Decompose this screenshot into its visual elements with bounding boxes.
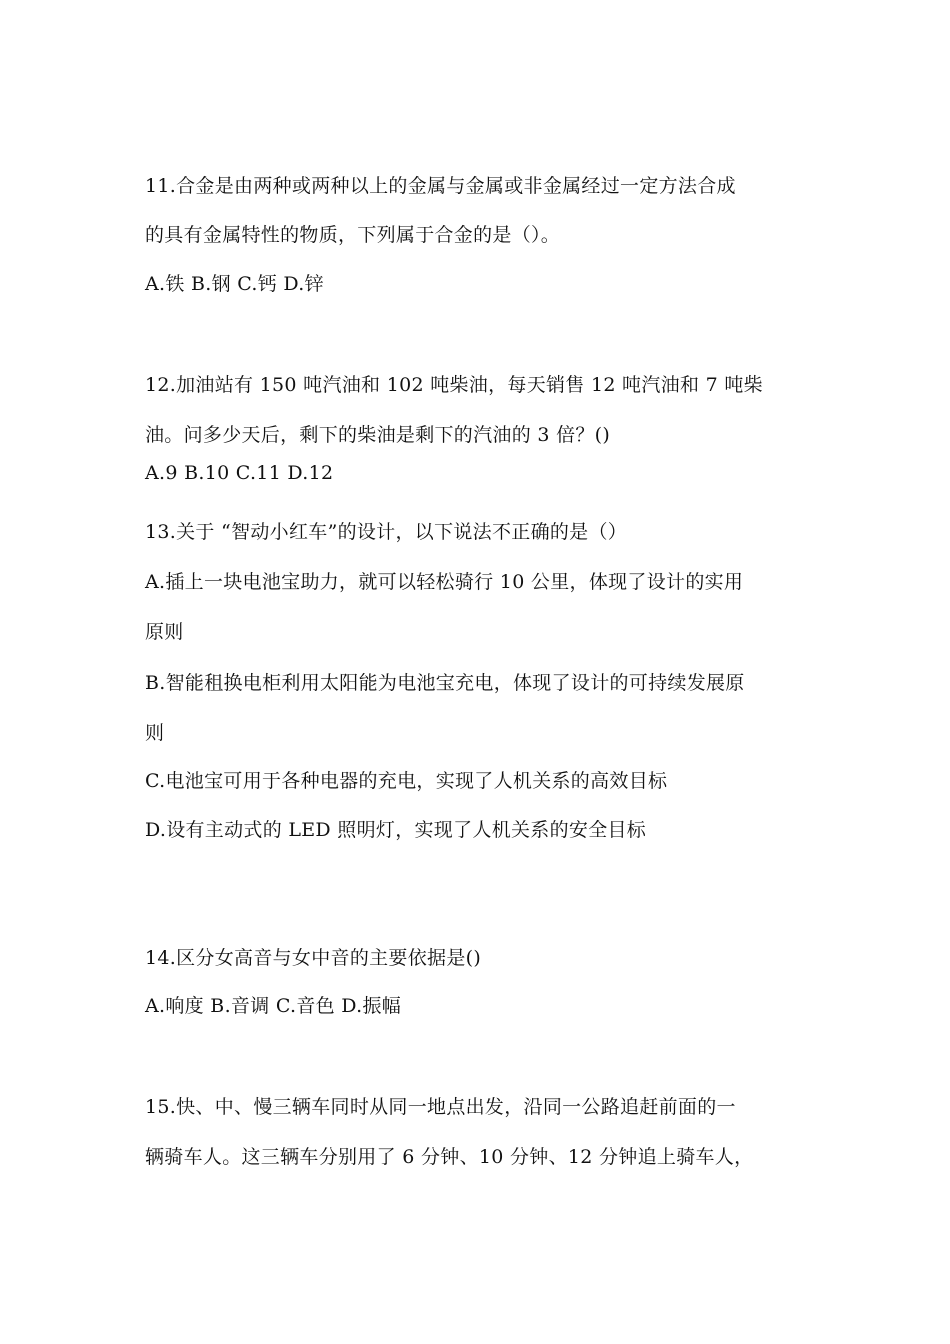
question-11-options: A.铁 B.钢 C.钙 D.锌	[145, 273, 324, 295]
question-14-text-line-1: 14.区分女高音与女中音的主要依据是()	[145, 947, 482, 969]
question-13-option-b-line-1: B.智能租换电柜利用太阳能为电池宝充电，体现了设计的可持续发展原	[145, 672, 745, 694]
question-11-text-line-2: 的具有金属特性的物质，下列属于合金的是（）。	[145, 224, 561, 246]
question-13-option-b-line-2: 则	[145, 722, 165, 744]
question-13-option-a-line-2: 原则	[145, 621, 184, 643]
question-12-text-line-2: 油。问多少天后，剩下的柴油是剩下的汽油的 3 倍？()	[145, 424, 611, 446]
question-11-text-line-1: 11.合金是由两种或两种以上的金属与金属或非金属经过一定方法合成	[145, 175, 736, 197]
question-13-option-c: C.电池宝可用于各种电器的充电，实现了人机关系的高效目标	[145, 770, 668, 792]
question-13-text-line-1: 13.关于 “智动小红车”的设计，以下说法不正确的是（）	[145, 521, 628, 543]
question-14-options: A.响度 B.音调 C.音色 D.振幅	[145, 995, 402, 1017]
question-13-option-d: D.设有主动式的 LED 照明灯，实现了人机关系的安全目标	[145, 819, 647, 841]
question-12-text-line-1: 12.加油站有 150 吨汽油和 102 吨柴油，每天销售 12 吨汽油和 7 吨柴	[145, 374, 763, 396]
question-15-text-line-1: 15.快、中、慢三辆车同时从同一地点出发，沿同一公路追赶前面的一	[145, 1096, 736, 1118]
question-13-option-a-line-1: A.插上一块电池宝助力，就可以轻松骑行 10 公里，体现了设计的实用	[145, 571, 744, 593]
question-15-text-line-2: 辆骑车人。这三辆车分别用了 6 分钟、10 分钟、12 分钟追上骑车人，	[145, 1146, 754, 1168]
question-12-options: A.9 B.10 C.11 D.12	[145, 462, 334, 484]
